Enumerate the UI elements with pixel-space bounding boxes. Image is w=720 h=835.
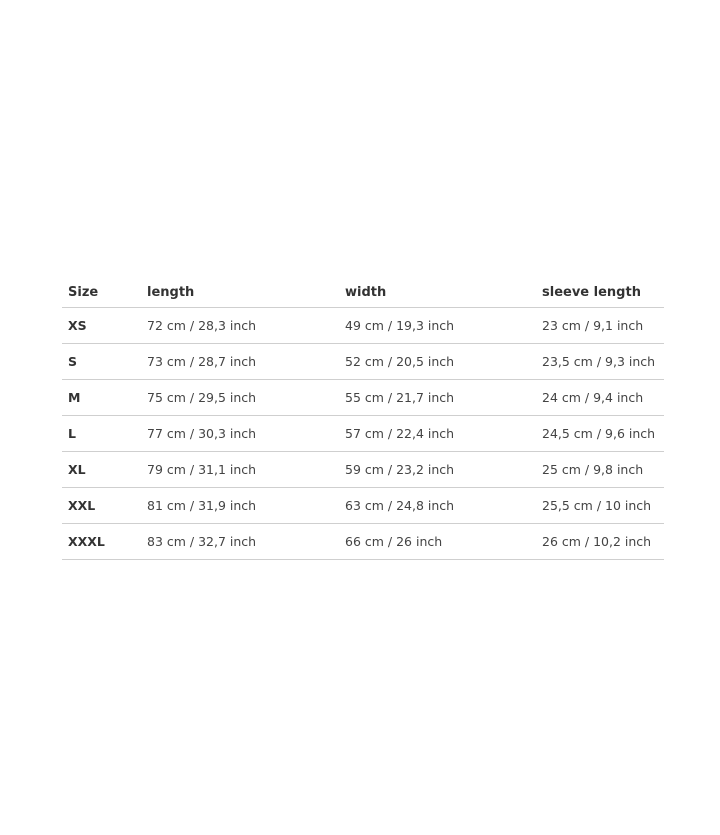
length-cell: 77 cm / 30,3 inch [141,416,339,452]
length-cell: 73 cm / 28,7 inch [141,344,339,380]
sleeve-length-cell: 23,5 cm / 9,3 inch [536,344,664,380]
width-cell: 63 cm / 24,8 inch [339,488,536,524]
sleeve-length-cell: 24 cm / 9,4 inch [536,380,664,416]
width-cell: 49 cm / 19,3 inch [339,308,536,344]
size-cell: XL [62,452,141,488]
size-cell: S [62,344,141,380]
length-cell: 75 cm / 29,5 inch [141,380,339,416]
table-row [62,452,664,488]
size-cell: L [62,416,141,452]
width-cell: 55 cm / 21,7 inch [339,380,536,416]
size-cell: XXL [62,488,141,524]
table-row [62,488,664,524]
size-chart-table [62,278,664,560]
table-row [62,416,664,452]
header-size: Size [62,278,141,308]
sleeve-length-cell: 24,5 cm / 9,6 inch [536,416,664,452]
table-row [62,380,664,416]
size-cell: XXXL [62,524,141,560]
length-cell: 72 cm / 28,3 inch [141,308,339,344]
width-cell: 59 cm / 23,2 inch [339,452,536,488]
table-row [62,308,664,344]
table-row [62,524,664,560]
width-cell: 66 cm / 26 inch [339,524,536,560]
width-cell: 52 cm / 20,5 inch [339,344,536,380]
size-cell: M [62,380,141,416]
header-sleeve-length: sleeve length [536,278,664,308]
table-header-row [62,278,664,308]
width-cell: 57 cm / 22,4 inch [339,416,536,452]
sleeve-length-cell: 25 cm / 9,8 inch [536,452,664,488]
header-length: length [141,278,339,308]
sleeve-length-cell: 25,5 cm / 10 inch [536,488,664,524]
header-width: width [339,278,536,308]
length-cell: 83 cm / 32,7 inch [141,524,339,560]
size-cell: XS [62,308,141,344]
sleeve-length-cell: 23 cm / 9,1 inch [536,308,664,344]
length-cell: 79 cm / 31,1 inch [141,452,339,488]
sleeve-length-cell: 26 cm / 10,2 inch [536,524,664,560]
length-cell: 81 cm / 31,9 inch [141,488,339,524]
table-row [62,344,664,380]
